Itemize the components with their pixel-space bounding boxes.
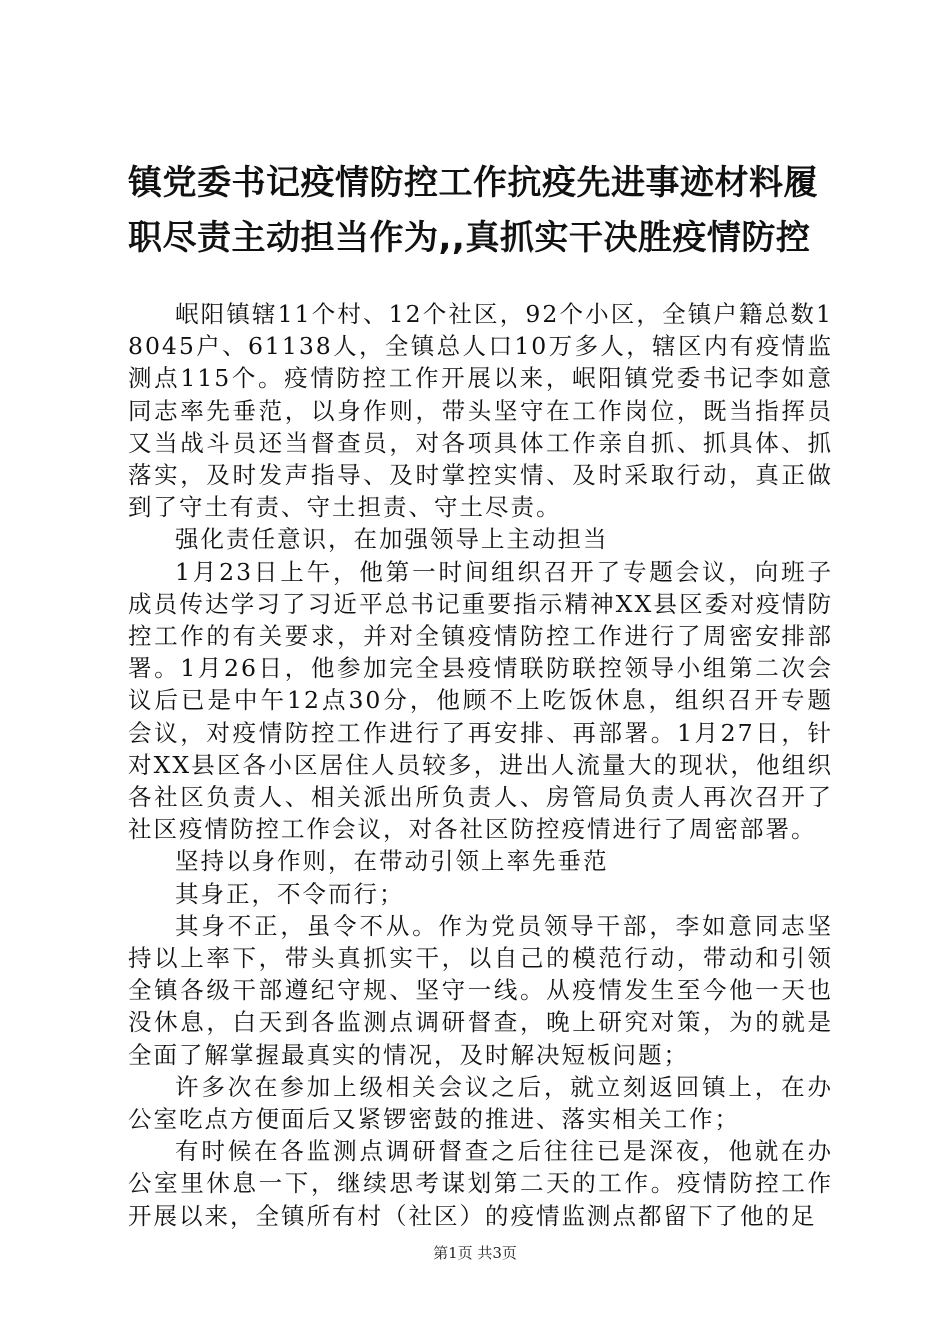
paragraph-late-night-work: 有时候在各监测点调研督查之后往往已是深夜，他就在办公室里休息一下，继续思考谋划第二天的工作。疫情防控工作开展以来，全镇所有村（社区）的疫情监测点都留下了他的足 [128,1137,833,1230]
paragraph-meetings: 1月23日上午，他第一时间组织召开了专题会议，向班子成员传达学习了习近平总书记重要指示精神XX县区委对疫情防控工作的有关要求，并对全镇疫情防控工作进行了周密安排部署。1月26日，他参加完全县疫情联防联控领导小组第二次会议后已是中午12点30分，他顾不上吃饭休息，组织召开专题会议，对疫情防控工作进行了再安排、再部署。1月27日，针对XX县区各小区居住人员较多，进出人流量大的现状，他组织各社区负责人、相关派出所负责人、房管局负责人再次召开了社区疫情防控工作会议，对各社区防控疫情进行了周密部署。 [128,557,833,844]
paragraph-quote-1: 其身正，不令而行； [175,879,405,908]
section-heading-responsibility: 强化责任意识，在加强领导上主动担当 [175,525,609,554]
section-heading-leading-by-example: 坚持以身作则，在带动引领上率先垂范 [175,847,609,876]
paragraph-intro: 岷阳镇辖11个村、12个社区，92个小区，全镇户籍总数18045户、61138人，全镇总人口10万多人，辖区内有疫情监测点115个。疫情防控工作开展以来，岷阳镇党委书记李如意同志率先垂范，以身作则，带头坚守在工作岗位，既当指挥员又当战斗员还当督查员，对各项具体工作亲自抓、抓具体、抓落实，及时发声指导、及时掌控实情、及时采取行动，真正做到了守土有责、守土担责、守土尽责。 [128,300,833,522]
page-indicator: 第1页 共3页 [433,1244,517,1262]
document-body [128,298,833,1232]
paragraph-quote-2: 其身不正，虽令不从。作为党员领导干部，李如意同志坚持以上率下，带头真抓实干，以自己的模范行动，带动和引领全镇各级干部遵纪守规、坚守一线。从疫情发生至今他一天也没休息，白天到各监测点调研督查，晚上研究对策，为的就是全面了解掌握最真实的情况，及时解决短板问题； [128,911,833,1069]
document-title: 镇党委书记疫情防控工作抗疫先进事迹材料履职尽责主动担当作为,,真抓实干决胜疫情防控 [128,163,818,258]
paragraph-meetings-followup: 许多次在参加上级相关会议之后，就立刻返回镇上，在办公室吃点方便面后又紧锣密鼓的推进、落实相关工作； [128,1072,833,1134]
